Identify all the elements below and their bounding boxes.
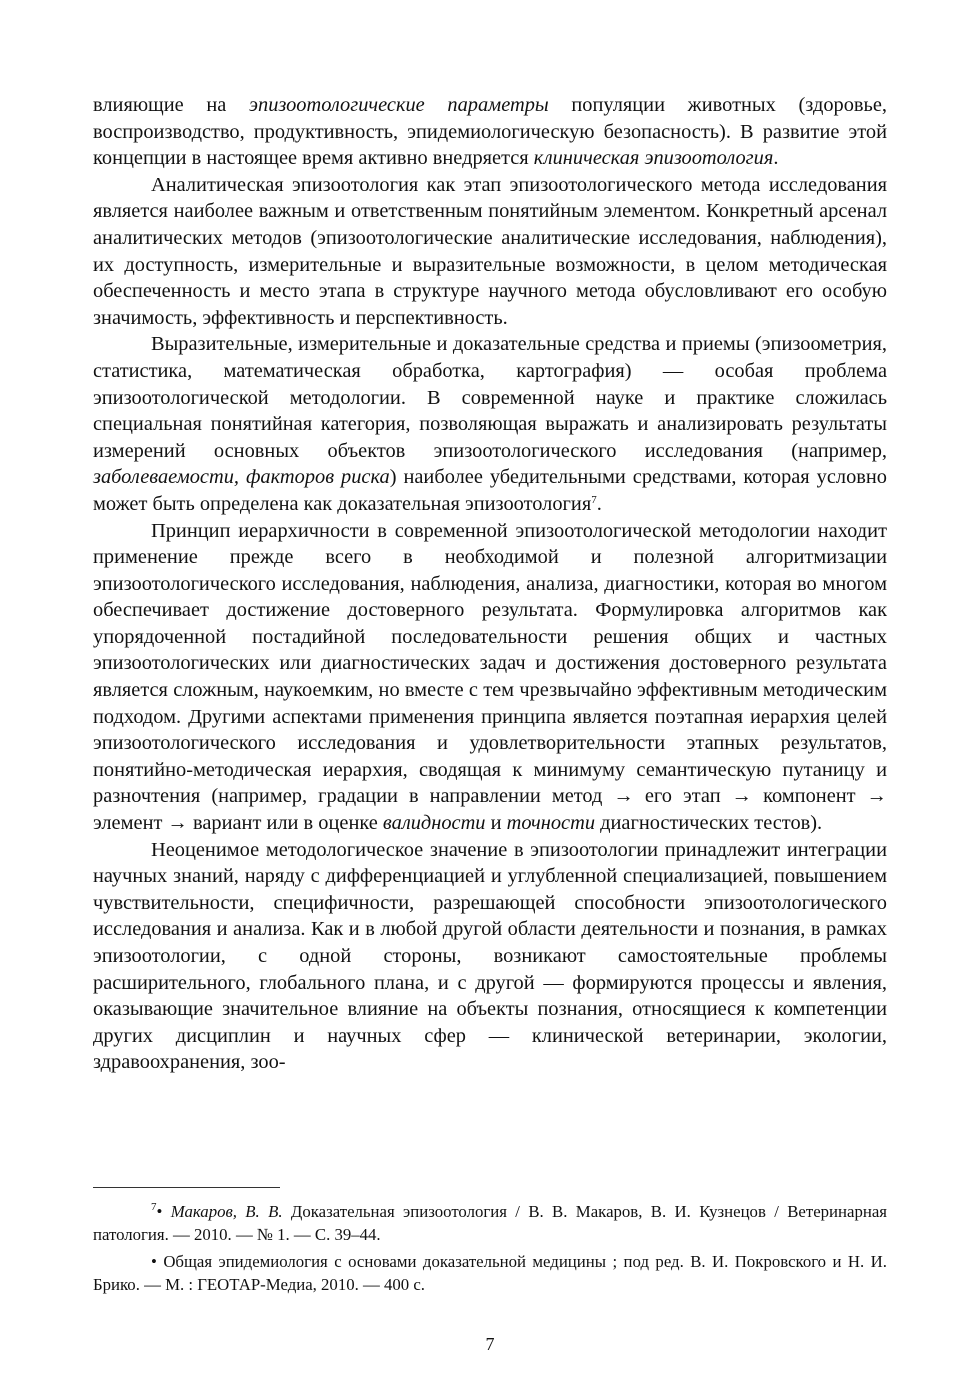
text-run: Принцип иерархичности в современной эпизоотологической методологии находит применение прежде всего в необходимой и полезной алгоритмизации эпизоотологического исследования, наблюдения, анализа, диагностики, которая во многом обеспечивает достижение достоверного результата. Формулировка алгоритмов как упорядоченной постадийной последовательности решения общих и частных эпизоотологических или диагностических задач и достижения достоверного результата является сложным, наукоемким, но вместе с тем чрезвычайно эффективным методическим подходом. Другими аспектами применения принципа является поэтапная иерархия целей эпизоотологического исследования и удовлетворительности этапных результатов, понятийно-методическая иерархия, сводящая к минимуму семантическую путаницу и разночтения (например, градации в направлении метод → его этап → компонент → элемент → вариант или в оценке: [93, 519, 887, 835]
text-run: •: [156, 1202, 171, 1221]
main-text: [93, 92, 887, 1076]
text-run: ) наиболее убедительными средствами, которая условно может быть определена как доказательная эпизоотология: [93, 466, 888, 515]
text-run: влияющие на: [93, 94, 250, 116]
text-run: .: [773, 147, 779, 170]
paragraph: [93, 92, 887, 172]
italic-text: валидности: [382, 812, 486, 835]
text-run: • Общая эпидемиология с основами доказательной медицины ; под ред. В. И. Покровского и Н. И. Брико. — М. : ГЕОТАР-Медиа, 2010. — 400 с.: [93, 1252, 887, 1294]
text-run: Выразительные, измерительные и доказательные средства и приемы (эпизоометрия, статистика, математическая обработка, картография) — особая проблема эпизоотологической методологии. В современной науке и практике сложилась специальная понятийная категория, позволяющая выражать и анализировать результаты измерений основных объектов эпизоотологического исследования (например,: [93, 333, 887, 462]
page-number: 7: [485, 1334, 495, 1354]
paragraph: [93, 837, 887, 1076]
italic-text: клиническая эпизоотология: [533, 147, 774, 170]
text-run: популяции животных (здоровье, воспроизводство, продуктивность, эпидемиологическую безопасность). В развитие этой концепции в настоящее время активно внедряется: [93, 94, 887, 170]
italic-text: эпизоотологические параметры: [249, 94, 549, 116]
italic-text: заболеваемости, факторов риска: [93, 466, 390, 489]
footnote-reference: 7: [151, 1201, 157, 1213]
text-run: Доказательная эпизоотология / В. В. Макаров, В. И. Кузнецов / Ветеринарная патология. — 2010. — № 1. — С. 39–44.: [93, 1202, 888, 1244]
text-run: и: [485, 812, 507, 835]
footnotes: [93, 1200, 887, 1296]
italic-text: Макаров, В. В.: [170, 1202, 283, 1221]
footnote-divider: [93, 1187, 280, 1188]
text-run: Неоценимое методологическое значение в эпизоотологии принадлежит интеграции научных знаний, наряду с дифференциацией и углубленной специализацией, повышением чувствительности, специфичности, разрешающей способности эпизоотологического исследования и анализа. Как и в любой другой области деятельности и познания, в рамках эпизоотологии, с одной стороны, возникают самостоятельные проблемы расширительного, глобального плана, и с другой — формируются процессы и явления, оказывающие значительное влияние на объекты познания, относящиеся к компетенции других дисциплин и научных сфер — клинической ветеринарии, экологии, здравоохранения, зоо-: [93, 838, 887, 1074]
paragraph: [93, 331, 887, 517]
text-run: Аналитическая эпизоотология как этап эпизоотологического метода исследования является наиболее важным и ответственным понятийным элементом. Конкретный арсенал аналитических методов (эпизоотологические аналитические исследования, наблюдения), их доступность, измерительные и выразительные возможности, в целом методическая обеспеченность и место этапа в структуре научного метода обусловливают его особую значимость, эффективность и перспективность.: [93, 173, 887, 329]
footnote-reference: 7: [591, 493, 597, 506]
italic-text: точности: [506, 812, 596, 835]
footnote: [93, 1250, 887, 1296]
paragraph: [93, 518, 887, 837]
footnote: [93, 1200, 887, 1246]
text-run: диагностических тестов).: [595, 812, 823, 835]
paragraph: [93, 172, 887, 332]
text-run: .: [596, 492, 602, 515]
